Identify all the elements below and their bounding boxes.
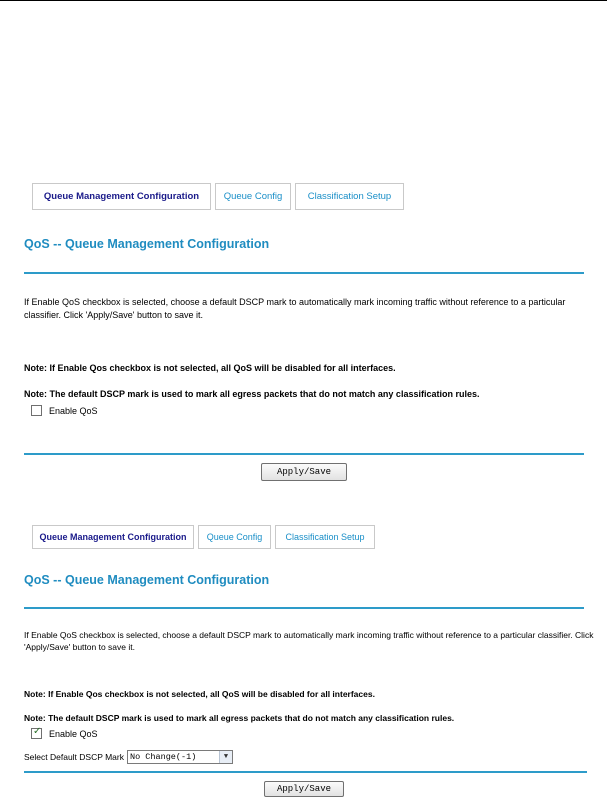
- page-top-border: [0, 0, 607, 1]
- dscp-mark-label: Select Default DSCP Mark: [24, 752, 124, 762]
- tab-queue-management-configuration[interactable]: Queue Management Configuration: [32, 183, 211, 210]
- tab-classification-setup[interactable]: Classification Setup: [295, 183, 404, 210]
- note-default-dscp: Note: The default DSCP mark is used to mark all egress packets that do not match any classification rules.: [24, 389, 480, 399]
- apply-save-button[interactable]: Apply/Save: [261, 463, 347, 481]
- note-qos-disabled: Note: If Enable Qos checkbox is not selected, all QoS will be disabled for all interfaces.: [24, 363, 396, 373]
- tab-queue-management-configuration[interactable]: Queue Management Configuration: [32, 525, 194, 549]
- chevron-down-icon[interactable]: ▼: [219, 751, 232, 763]
- bottom-divider: [24, 771, 587, 773]
- enable-qos-row: [31, 405, 98, 416]
- title-divider: [24, 272, 584, 274]
- tab-queue-config[interactable]: Queue Config: [215, 183, 291, 210]
- note-default-dscp: Note: The default DSCP mark is used to mark all egress packets that do not match any classification rules.: [24, 713, 455, 723]
- enable-qos-label: Enable QoS: [49, 405, 98, 416]
- tab-classification-setup[interactable]: Classification Setup: [275, 525, 375, 549]
- enable-qos-checkbox[interactable]: [31, 405, 42, 416]
- bottom-divider: [24, 453, 584, 455]
- dscp-mark-value: No Change(-1): [130, 752, 197, 762]
- dscp-mark-row: [24, 750, 233, 764]
- page-title: QoS -- Queue Management Configuration: [24, 237, 270, 251]
- page-title: QoS -- Queue Management Configuration: [24, 573, 270, 587]
- description-text: If Enable QoS checkbox is selected, choose a default DSCP mark to automatically mark incoming traffic without reference to a particular classifier. Click 'Apply/Save' button to save it.: [24, 297, 566, 320]
- tab-bar: [32, 183, 408, 210]
- tab-bar: [32, 525, 379, 549]
- tab-queue-config[interactable]: Queue Config: [198, 525, 271, 549]
- enable-qos-label: Enable QoS: [49, 728, 98, 739]
- enable-qos-row: [31, 728, 98, 739]
- qos-panel-unchecked: [0, 183, 607, 493]
- title-divider: [24, 607, 584, 609]
- note-qos-disabled: Note: If Enable Qos checkbox is not selected, all QoS will be disabled for all interfaces.: [24, 689, 375, 699]
- check-icon: ✓: [33, 726, 42, 737]
- enable-qos-checkbox[interactable]: [31, 728, 42, 739]
- apply-save-button[interactable]: Apply/Save: [264, 781, 344, 797]
- qos-panel-checked: [0, 525, 607, 800]
- dscp-mark-select[interactable]: [127, 750, 233, 764]
- description-text: If Enable QoS checkbox is selected, choose a default DSCP mark to automatically mark incoming traffic without reference to a particular classifier. Click 'Apply/Save' button to save it.: [24, 630, 594, 652]
